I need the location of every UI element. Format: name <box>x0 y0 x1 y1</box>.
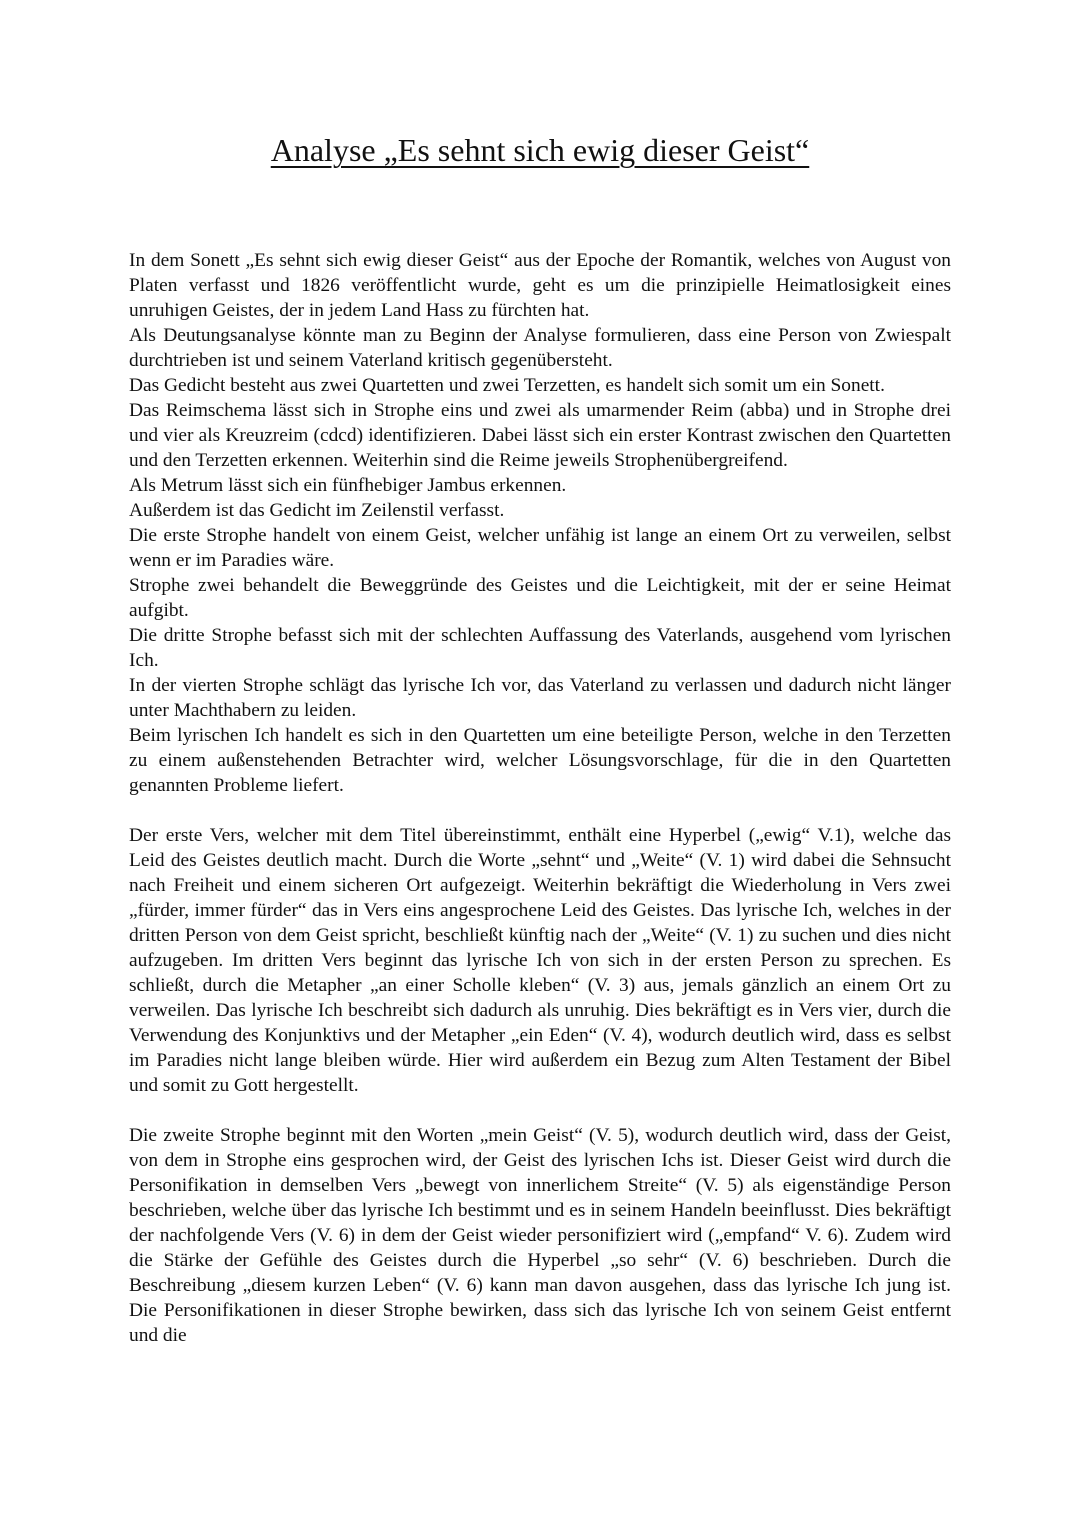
paragraph-spacer <box>129 1098 951 1123</box>
paragraph-lyrisches-ich: Beim lyrischen Ich handelt es sich in den Quartetten um eine beteiligte Person, welche in den Terzetten zu einem außenstehenden Betrachter wird, welcher Lösungsvorschlage, für die in den Quartetten genannten Probleme liefert. <box>129 725 951 796</box>
paragraph-reimschema: Das Reimschema lässt sich in Strophe eins und zwei als umarmender Reim (abba) und in Strophe drei und vier als Kreuzreim (cdcd) identifizieren. Dabei lässt sich ein erster Kontrast zwischen den Quartetten und den Terzetten erkennen. Weiterhin sind die Reime jeweils Strophenübergreifend. <box>129 400 951 471</box>
paragraph-intro: In dem Sonett „Es sehnt sich ewig dieser Geist“ aus der Epoche der Romantik, welches von August von Platen verfasst und 1826 veröffentlicht wurde, geht es um die prinzipielle Heimatlosigkeit eines unruhigen Geistes, der in jedem Land Hass zu fürchten hat. <box>129 250 951 321</box>
paragraph-strophe-2-inhalt: Strophe zwei behandelt die Beweggründe des Geistes und die Leichtigkeit, mit der er seine Heimat aufgibt. <box>129 575 951 621</box>
paragraph-strophe-4-inhalt: In der vierten Strophe schlägt das lyrische Ich vor, das Vaterland zu verlassen und dadurch nicht länger unter Machthabern zu leiden. <box>129 675 951 721</box>
paragraph-metrum: Als Metrum lässt sich ein fünfhebiger Jambus erkennen. <box>129 475 567 496</box>
document-body <box>129 248 951 1348</box>
document-title: Analyse „Es sehnt sich ewig dieser Geist“ <box>270 132 810 168</box>
paragraph-zeilenstil: Außerdem ist das Gedicht im Zeilenstil verfasst. <box>129 500 505 521</box>
paragraph-analyse-strophe-1: Der erste Vers, welcher mit dem Titel übereinstimmt, enthält eine Hyperbel („ewig“ V.1), welche das Leid des Geistes deutlich macht. Durch die Worte „sehnt“ und „Weite“ (V. 1) wird dabei die Sehnsucht nach Freiheit und einem sicheren Ort aufgezeigt. Weiterhin bekräftigt die Wiederholung in Vers zwei „fürder, immer fürder“ das in Vers eins angesprochene Leid des Geistes. Das lyrische Ich, welches in der dritten Person von dem Geist spricht, beschließt künftig nach der „Weite“ (V. 1) zu suchen und dies nicht aufzugeben. Im dritten Vers beginnt das lyrische Ich von sich in der ersten Person zu sprechen. Es schließt, durch die Metapher „an einer Scholle kleben“ (V. 3) aus, jemals gänzlich an einem Ort zu verweilen. Das lyrische Ich beschreibt sich dadurch als unruhig. Dies bekräftigt es in Vers vier, durch die Verwendung des Konjunktivs und der Metapher „ein Eden“ (V. 4), wodurch deutlich wird, dass es selbst im Paradies nicht lange bleiben würde. Hier wird außerdem ein Bezug zum Alten Testament der Bibel und somit zu Gott hergestellt. <box>129 825 951 1096</box>
paragraph-form: Das Gedicht besteht aus zwei Quartetten und zwei Terzetten, es handelt sich somit um ein Sonett. <box>129 375 885 396</box>
paragraph-spacer <box>129 798 951 823</box>
paragraph-strophe-1-inhalt: Die erste Strophe handelt von einem Geist, welcher unfähig ist lange an einem Ort zu verweilen, selbst wenn er im Paradies wäre. <box>129 525 951 571</box>
paragraph-strophe-3-inhalt: Die dritte Strophe befasst sich mit der schlechten Auffassung des Vaterlands, ausgehend vom lyrischen Ich. <box>129 625 951 671</box>
paragraph-analyse-strophe-2: Die zweite Strophe beginnt mit den Worten „mein Geist“ (V. 5), wodurch deutlich wird, dass der Geist, von dem in Strophe eins gesprochen wird, der Geist des lyrischen Ichs ist. Dieser Geist wird durch die Personifikation in demselben Vers „bewegt von innerlichem Streite“ (V. 5) als eigenständige Person beschrieben, welche über das lyrische Ich bestimmt und es in seinem Handeln beeinflusst. Dies bekräftigt der nachfolgende Vers (V. 6) in dem der Geist wieder personifiziert wird („empfand“ V. 6). Zudem wird die Stärke der Gefühle des Geistes durch die Hyperbel „so sehr“ (V. 6) beschrieben. Durch die Beschreibung „diesem kurzen Leben“ (V. 6) kann man davon ausgehen, dass das lyrische Ich jung ist. Die Personifikationen in dieser Strophe bewirken, dass sich das lyrische Ich von seinem Geist entfernt und die <box>129 1125 951 1346</box>
paragraph-deutungshypothese: Als Deutungsanalyse könnte man zu Beginn der Analyse formulieren, dass eine Person von Zwiespalt durchtrieben ist und seinem Vaterland kritisch gegenübersteht. <box>129 325 951 371</box>
